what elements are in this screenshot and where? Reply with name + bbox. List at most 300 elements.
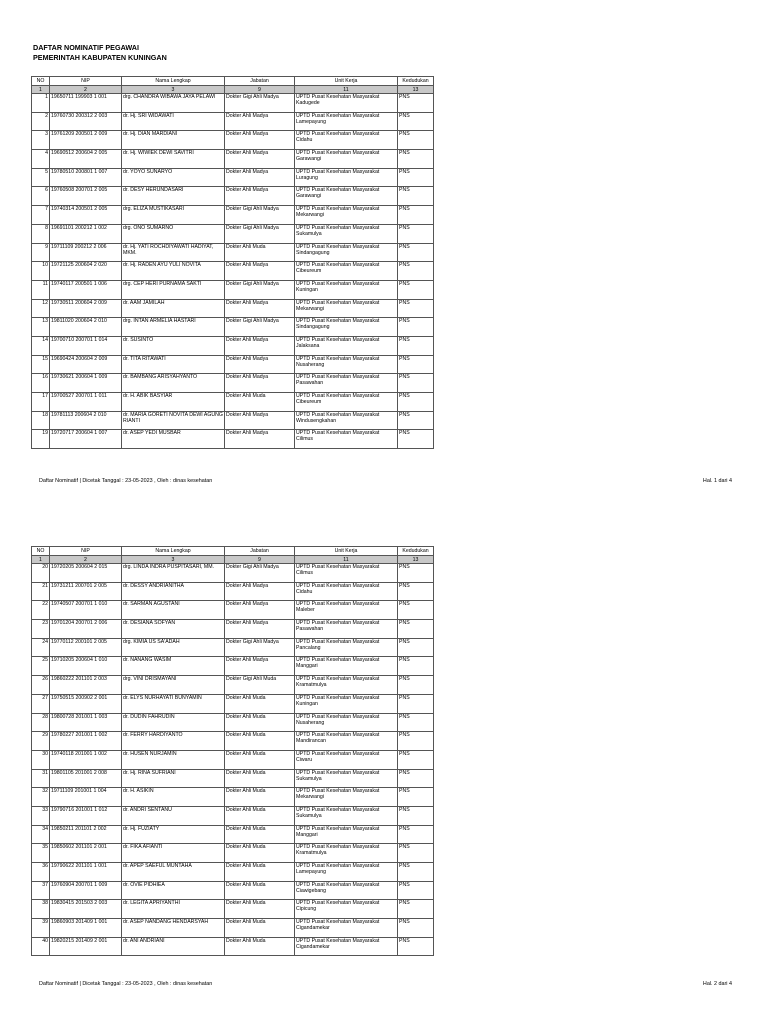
cell-no: 30 [32,750,50,769]
header-jabatan: Jabatan [225,547,295,556]
cell-nama: drg. KIMIA US SA'ADAH [122,638,225,657]
colnum-unit-kerja: 11 [295,556,398,564]
page-footer-print-info: Daftar Nominatif | Dicetak Tanggal : 23-05-2023 , Oleh : dinas kesehatan [39,478,213,484]
cell-kedudukan: PNS [398,393,434,412]
cell-nama: dr. FERRY HARDIYANTO [122,732,225,751]
colnum-unit-kerja: 11 [295,86,398,94]
cell-unit-kerja: UPTD Pusat Kesehatan Masyarakat Mandirancan [295,732,398,751]
document-title-line2: PEMERINTAH KABUPATEN KUNINGAN [33,53,167,62]
cell-no: 12 [32,299,50,318]
cell-nip: 19860903 201409 1 001 [50,919,122,938]
table-row [32,788,434,807]
cell-jabatan: Dokter Gigi Ahli Madya [225,318,295,337]
cell-unit-kerja: UPTD Pusat Kesehatan Masyarakat Kuningan [295,280,398,299]
table-row [32,769,434,788]
table-row [32,224,434,243]
cell-no: 1 [32,94,50,113]
cell-kedudukan: PNS [398,769,434,788]
cell-unit-kerja: UPTD Pusat Kesehatan Masyarakat Pasawahan [295,620,398,639]
table-header-row [32,547,434,556]
colnum-kedudukan: 13 [398,86,434,94]
cell-nama: dr. HUSEN NURJAMIN [122,750,225,769]
cell-no: 5 [32,168,50,187]
cell-unit-kerja: UPTD Pusat Kesehatan Masyarakat Lamepayung [295,863,398,882]
table-row [32,750,434,769]
cell-jabatan: Dokter Ahli Madya [225,336,295,355]
cell-no: 27 [32,694,50,713]
cell-no: 40 [32,937,50,956]
cell-no: 32 [32,788,50,807]
cell-kedudukan: PNS [398,657,434,676]
cell-nama: dr. ANDRI SENTANU [122,806,225,825]
cell-kedudukan: PNS [398,150,434,169]
cell-kedudukan: PNS [398,224,434,243]
cell-unit-kerja: UPTD Pusat Kesehatan Masyarakat Sindangagung [295,243,398,262]
cell-jabatan: Dokter Ahli Muda [225,844,295,863]
column-number-row [32,556,434,564]
cell-kedudukan: PNS [398,94,434,113]
cell-unit-kerja: UPTD Pusat Kesehatan Masyarakat Luragung [295,168,398,187]
cell-no: 18 [32,411,50,430]
cell-kedudukan: PNS [398,788,434,807]
cell-nama: dr. DESY HERUNDASARI [122,187,225,206]
header-kedudukan: Kedudukan [398,77,434,86]
colnum-nip: 2 [50,556,122,564]
cell-kedudukan: PNS [398,131,434,150]
employee-table-page-2 [31,546,434,956]
cell-no: 25 [32,657,50,676]
cell-jabatan: Dokter Gigi Ahli Madya [225,280,295,299]
cell-nama: dr. Hj. SRI WIDAWATI [122,112,225,131]
cell-no: 29 [32,732,50,751]
cell-unit-kerja: UPTD Pusat Kesehatan Masyarakat Sukamulya [295,224,398,243]
cell-unit-kerja: UPTD Pusat Kesehatan Masyarakat Ciawigebang [295,881,398,900]
cell-kedudukan: PNS [398,299,434,318]
cell-nip: 19801105 201001 2 008 [50,769,122,788]
cell-no: 35 [32,844,50,863]
header-unit-kerja: Unit Kerja [295,77,398,86]
cell-unit-kerja: UPTD Pusat Kesehatan Masyarakat Cilimus [295,564,398,583]
cell-nama: dr. LEGITA APRIYANTHI [122,900,225,919]
document-title [33,43,167,63]
cell-jabatan: Dokter Ahli Madya [225,262,295,281]
cell-nip: 19830415 201503 2 003 [50,900,122,919]
colnum-kedudukan: 13 [398,556,434,564]
cell-unit-kerja: UPTD Pusat Kesehatan Masyarakat Sindangagung [295,318,398,337]
cell-kedudukan: PNS [398,601,434,620]
table-row [32,112,434,131]
cell-unit-kerja: UPTD Pusat Kesehatan Masyarakat Cibeureum [295,262,398,281]
cell-nip: 19770112 200101 2 005 [50,638,122,657]
cell-nip: 19740507 200701 1 010 [50,601,122,620]
cell-kedudukan: PNS [398,900,434,919]
cell-unit-kerja: UPTD Pusat Kesehatan Masyarakat Manggari [295,657,398,676]
cell-nama: dr. DESSY ANDRIANITHA [122,582,225,601]
header-no: NO [32,77,50,86]
table-row [32,299,434,318]
cell-no: 11 [32,280,50,299]
cell-kedudukan: PNS [398,262,434,281]
cell-jabatan: Dokter Gigi Ahli Madya [225,94,295,113]
cell-nip: 19720717 200604 1 007 [50,430,122,449]
cell-no: 10 [32,262,50,281]
cell-jabatan: Dokter Ahli Muda [225,732,295,751]
colnum-no: 1 [32,556,50,564]
cell-nama: dr. ASEP NANDANG HENDARSYAH [122,919,225,938]
cell-no: 15 [32,355,50,374]
cell-nip: 19721125 200604 2 020 [50,262,122,281]
cell-no: 34 [32,825,50,844]
cell-nama: dr. Hj. DIAN MARDIANI [122,131,225,150]
cell-no: 14 [32,336,50,355]
cell-unit-kerja: UPTD Pusat Kesehatan Masyarakat Manggari [295,825,398,844]
cell-kedudukan: PNS [398,844,434,863]
cell-jabatan: Dokter Gigi Ahli Muda [225,676,295,695]
cell-kedudukan: PNS [398,112,434,131]
cell-unit-kerja: UPTD Pusat Kesehatan Masyarakat Cigandamekar [295,937,398,956]
cell-kedudukan: PNS [398,881,434,900]
cell-nama: dr. Hj. RINA SUFRIANI [122,769,225,788]
table-row [32,582,434,601]
cell-nama: dr. DUDIN FAHRUDIN [122,713,225,732]
cell-kedudukan: PNS [398,243,434,262]
table-row [32,243,434,262]
cell-unit-kerja: UPTD Pusat Kesehatan Masyarakat Pasawahan [295,374,398,393]
cell-kedudukan: PNS [398,206,434,225]
cell-nama: dr. Hj. RADEN AYU YULI NOVITA [122,262,225,281]
colnum-nama: 3 [122,86,225,94]
cell-nip: 19760730 200312 2 003 [50,112,122,131]
cell-no: 28 [32,713,50,732]
table-row [32,187,434,206]
cell-jabatan: Dokter Ahli Madya [225,131,295,150]
cell-unit-kerja: UPTD Pusat Kesehatan Masyarakat Kadugede [295,94,398,113]
cell-unit-kerja: UPTD Pusat Kesehatan Masyarakat Nusaherang [295,713,398,732]
cell-jabatan: Dokter Ahli Madya [225,601,295,620]
cell-nip: 19701204 200701 2 006 [50,620,122,639]
cell-jabatan: Dokter Ahli Muda [225,806,295,825]
table-row [32,620,434,639]
cell-jabatan: Dokter Ahli Muda [225,769,295,788]
colnum-no: 1 [32,86,50,94]
cell-kedudukan: PNS [398,187,434,206]
cell-no: 16 [32,374,50,393]
table-row [32,430,434,449]
cell-unit-kerja: UPTD Pusat Kesehatan Masyarakat Lamepayung [295,112,398,131]
cell-jabatan: Dokter Ahli Madya [225,657,295,676]
cell-kedudukan: PNS [398,638,434,657]
cell-nama: dr. Hj. YATI ROCHDIYAWATI HADIYAT, MKM. [122,243,225,262]
cell-nama: dr. MARIA GORETI NOVITA DEWI AGUNG RIANTI [122,411,225,430]
cell-kedudukan: PNS [398,430,434,449]
cell-unit-kerja: UPTD Pusat Kesehatan Masyarakat Maleber [295,601,398,620]
table-row [32,168,434,187]
cell-jabatan: Dokter Ahli Muda [225,713,295,732]
cell-nama: drg. LINDA INDRA PUSPITASARI, MM. [122,564,225,583]
cell-no: 19 [32,430,50,449]
table-row [32,900,434,919]
colnum-jabatan: 9 [225,86,295,94]
column-number-row [32,86,434,94]
cell-nip: 19860222 201101 2 003 [50,676,122,695]
cell-kedudukan: PNS [398,355,434,374]
colnum-jabatan: 9 [225,556,295,564]
cell-nama: dr. APEP SAEFUL MUNTAHA [122,863,225,882]
cell-nama: dr. H. ABIK BASYIAR [122,393,225,412]
page-footer-page-number: Hal. 1 dari 4 [702,478,732,484]
cell-jabatan: Dokter Ahli Madya [225,168,295,187]
cell-nama: dr. BAMBANG ARISYAHYANTO [122,374,225,393]
cell-nama: dr. ANI ANDRIANI [122,937,225,956]
cell-jabatan: Dokter Ahli Muda [225,825,295,844]
cell-unit-kerja: UPTD Pusat Kesehatan Masyarakat Ciwaru [295,750,398,769]
cell-no: 13 [32,318,50,337]
cell-kedudukan: PNS [398,806,434,825]
cell-jabatan: Dokter Ahli Muda [225,863,295,882]
table-row [32,206,434,225]
cell-nip: 19720205 200604 2 015 [50,564,122,583]
table-row [32,393,434,412]
cell-nip: 19780227 201001 1 002 [50,732,122,751]
cell-nama: drg. INTAN ARMELIA HASTARI [122,318,225,337]
table-row [32,713,434,732]
cell-unit-kerja: UPTD Pusat Kesehatan Masyarakat Nusaherang [295,355,398,374]
table-row [32,806,434,825]
cell-nip: 19780510 200801 1 007 [50,168,122,187]
cell-nama: drg. CEP HERI PURNAMA SAKTI [122,280,225,299]
cell-no: 4 [32,150,50,169]
header-nip: NIP [50,77,122,86]
cell-nip: 19730621 200604 1 009 [50,374,122,393]
employee-table-page-1 [31,76,434,449]
cell-nip: 19781113 200604 2 010 [50,411,122,430]
cell-nip: 19690512 200604 2 005 [50,150,122,169]
cell-nip: 19820215 201409 2 001 [50,937,122,956]
cell-jabatan: Dokter Gigi Ahli Madya [225,564,295,583]
table-row [32,881,434,900]
cell-nama: dr. AAM JAMILAH [122,299,225,318]
cell-unit-kerja: UPTD Pusat Kesehatan Masyarakat Mekarwangi [295,206,398,225]
cell-nip: 19761209 200501 2 009 [50,131,122,150]
cell-no: 36 [32,863,50,882]
cell-nama: dr. TITA RITAWATI [122,355,225,374]
table-row [32,336,434,355]
cell-jabatan: Dokter Gigi Ahli Madya [225,206,295,225]
cell-unit-kerja: UPTD Pusat Kesehatan Masyarakat Cibeureum [295,393,398,412]
cell-jabatan: Dokter Ahli Madya [225,430,295,449]
cell-kedudukan: PNS [398,937,434,956]
table-row [32,262,434,281]
document-title-line1: DAFTAR NOMINATIF PEGAWAI [33,43,139,52]
header-nama: Nama Lengkap [122,77,225,86]
cell-no: 3 [32,131,50,150]
table-row [32,601,434,620]
table-row [32,131,434,150]
cell-kedudukan: PNS [398,732,434,751]
cell-nama: dr. Hj. FUZIATY [122,825,225,844]
table-row [32,657,434,676]
cell-jabatan: Dokter Ahli Madya [225,582,295,601]
table-row [32,694,434,713]
cell-jabatan: Dokter Ahli Muda [225,937,295,956]
cell-unit-kerja: UPTD Pusat Kesehatan Masyarakat Sukamulya [295,806,398,825]
header-nip: NIP [50,547,122,556]
cell-jabatan: Dokter Ahli Muda [225,919,295,938]
cell-jabatan: Dokter Ahli Madya [225,112,295,131]
table-row [32,150,434,169]
cell-nip: 19700527 200701 1 011 [50,393,122,412]
cell-unit-kerja: UPTD Pusat Kesehatan Masyarakat Cilimus [295,430,398,449]
table-row [32,638,434,657]
cell-no: 7 [32,206,50,225]
cell-no: 39 [32,919,50,938]
cell-kedudukan: PNS [398,280,434,299]
cell-nama: drg. ELIZA MUSTIKASARI [122,206,225,225]
cell-kedudukan: PNS [398,564,434,583]
table-row [32,825,434,844]
cell-no: 8 [32,224,50,243]
cell-no: 26 [32,676,50,695]
cell-nip: 19790622 201101 1 001 [50,863,122,882]
cell-kedudukan: PNS [398,750,434,769]
cell-no: 20 [32,564,50,583]
cell-nip: 19740117 200501 1 006 [50,280,122,299]
cell-nama: dr. ELYS NURHAYATI BUNYAMIN [122,694,225,713]
cell-jabatan: Dokter Ahli Muda [225,881,295,900]
cell-nip: 19800728 201001 1 003 [50,713,122,732]
cell-no: 2 [32,112,50,131]
cell-kedudukan: PNS [398,411,434,430]
cell-no: 21 [32,582,50,601]
colnum-nama: 3 [122,556,225,564]
cell-nip: 19790716 201001 1 012 [50,806,122,825]
cell-nip: 19650711 199903 1 001 [50,94,122,113]
header-no: NO [32,547,50,556]
page-footer-print-info: Daftar Nominatif | Dicetak Tanggal : 23-05-2023 , Oleh : dinas kesehatan [39,981,213,987]
cell-jabatan: Dokter Ahli Madya [225,411,295,430]
cell-nama: dr. H. ASIKIN [122,788,225,807]
table-row [32,564,434,583]
table-row [32,280,434,299]
cell-kedudukan: PNS [398,694,434,713]
table-row [32,919,434,938]
cell-nama: dr. DESIANA SOFYAN [122,620,225,639]
cell-jabatan: Dokter Ahli Madya [225,299,295,318]
cell-kedudukan: PNS [398,336,434,355]
cell-nip: 19730511 200604 2 009 [50,299,122,318]
cell-jabatan: Dokter Ahli Madya [225,620,295,639]
table-row [32,94,434,113]
table-row [32,355,434,374]
cell-nama: drg. VINI DRISMAYANI [122,676,225,695]
cell-nama: dr. OVIE PIDHIEA [122,881,225,900]
cell-nip: 19760904 200701 1 009 [50,881,122,900]
cell-jabatan: Dokter Ahli Madya [225,355,295,374]
cell-no: 37 [32,881,50,900]
cell-jabatan: Dokter Ahli Muda [225,694,295,713]
cell-kedudukan: PNS [398,713,434,732]
cell-unit-kerja: UPTD Pusat Kesehatan Masyarakat Mekarwangi [295,299,398,318]
cell-kedudukan: PNS [398,676,434,695]
cell-nama: drg. CHANDRA WIBAWA JAYA PELAWI [122,94,225,113]
cell-nip: 19710205 200604 1 010 [50,657,122,676]
cell-unit-kerja: UPTD Pusat Kesehatan Masyarakat Cigandamekar [295,919,398,938]
table-row [32,318,434,337]
cell-nip: 19731211 200701 2 005 [50,582,122,601]
cell-no: 31 [32,769,50,788]
table-row [32,937,434,956]
cell-unit-kerja: UPTD Pusat Kesehatan Masyarakat Kramatmulya [295,844,398,863]
cell-unit-kerja: UPTD Pusat Kesehatan Masyarakat Windusengkahan [295,411,398,430]
cell-no: 17 [32,393,50,412]
cell-jabatan: Dokter Ahli Muda [225,243,295,262]
colnum-nip: 2 [50,86,122,94]
table-row [32,844,434,863]
cell-no: 22 [32,601,50,620]
cell-jabatan: Dokter Ahli Madya [225,150,295,169]
cell-kedudukan: PNS [398,620,434,639]
header-nama: Nama Lengkap [122,547,225,556]
header-unit-kerja: Unit Kerja [295,547,398,556]
cell-unit-kerja: UPTD Pusat Kesehatan Masyarakat Jalaksana [295,336,398,355]
cell-nama: dr. SARMAN AGUSTANI [122,601,225,620]
cell-nip: 19690424 200604 2 009 [50,355,122,374]
cell-jabatan: Dokter Gigi Ahli Madya [225,638,295,657]
cell-nip: 19750515 200902 2 001 [50,694,122,713]
cell-nip: 19711109 200212 2 006 [50,243,122,262]
table-row [32,411,434,430]
cell-kedudukan: PNS [398,374,434,393]
cell-nip: 19850602 201101 2 001 [50,844,122,863]
cell-nip: 19760508 200701 2 005 [50,187,122,206]
table-row [32,732,434,751]
cell-unit-kerja: UPTD Pusat Kesehatan Masyarakat Kuningan [295,694,398,713]
cell-unit-kerja: UPTD Pusat Kesehatan Masyarakat Kramatmulya [295,676,398,695]
cell-nama: dr. SUSINTO [122,336,225,355]
cell-unit-kerja: UPTD Pusat Kesehatan Masyarakat Pancalang [295,638,398,657]
cell-jabatan: Dokter Ahli Madya [225,374,295,393]
cell-unit-kerja: UPTD Pusat Kesehatan Masyarakat Sukamulya [295,769,398,788]
header-jabatan: Jabatan [225,77,295,86]
cell-nip: 19850211 201101 2 002 [50,825,122,844]
table-row [32,374,434,393]
cell-kedudukan: PNS [398,919,434,938]
cell-no: 33 [32,806,50,825]
table-header-row [32,77,434,86]
cell-no: 24 [32,638,50,657]
cell-jabatan: Dokter Ahli Madya [225,187,295,206]
header-kedudukan: Kedudukan [398,547,434,556]
cell-nama: dr. Hj. WIWIEK DEWI SAVITRI [122,150,225,169]
cell-jabatan: Dokter Gigi Ahli Madya [225,224,295,243]
cell-unit-kerja: UPTD Pusat Kesehatan Masyarakat Garawangi [295,187,398,206]
cell-nama: dr. FIKA AFIANTI [122,844,225,863]
cell-nama: dr. YOYO SUNARYO [122,168,225,187]
cell-unit-kerja: UPTD Pusat Kesehatan Masyarakat Mekarwangi [295,788,398,807]
cell-kedudukan: PNS [398,825,434,844]
cell-no: 9 [32,243,50,262]
cell-unit-kerja: UPTD Pusat Kesehatan Masyarakat Cidahu [295,582,398,601]
cell-nip: 19740118 201001 1 002 [50,750,122,769]
cell-nama: dr. ASEP YEDI MUSBAR [122,430,225,449]
page-footer-page-number: Hal. 2 dari 4 [702,981,732,987]
cell-unit-kerja: UPTD Pusat Kesehatan Masyarakat Cidahu [295,131,398,150]
cell-no: 6 [32,187,50,206]
cell-nama: drg. ONO SUMARNO [122,224,225,243]
cell-nama: dr. NANANG WASIM [122,657,225,676]
cell-nip: 19691101 200212 1 002 [50,224,122,243]
cell-kedudukan: PNS [398,582,434,601]
